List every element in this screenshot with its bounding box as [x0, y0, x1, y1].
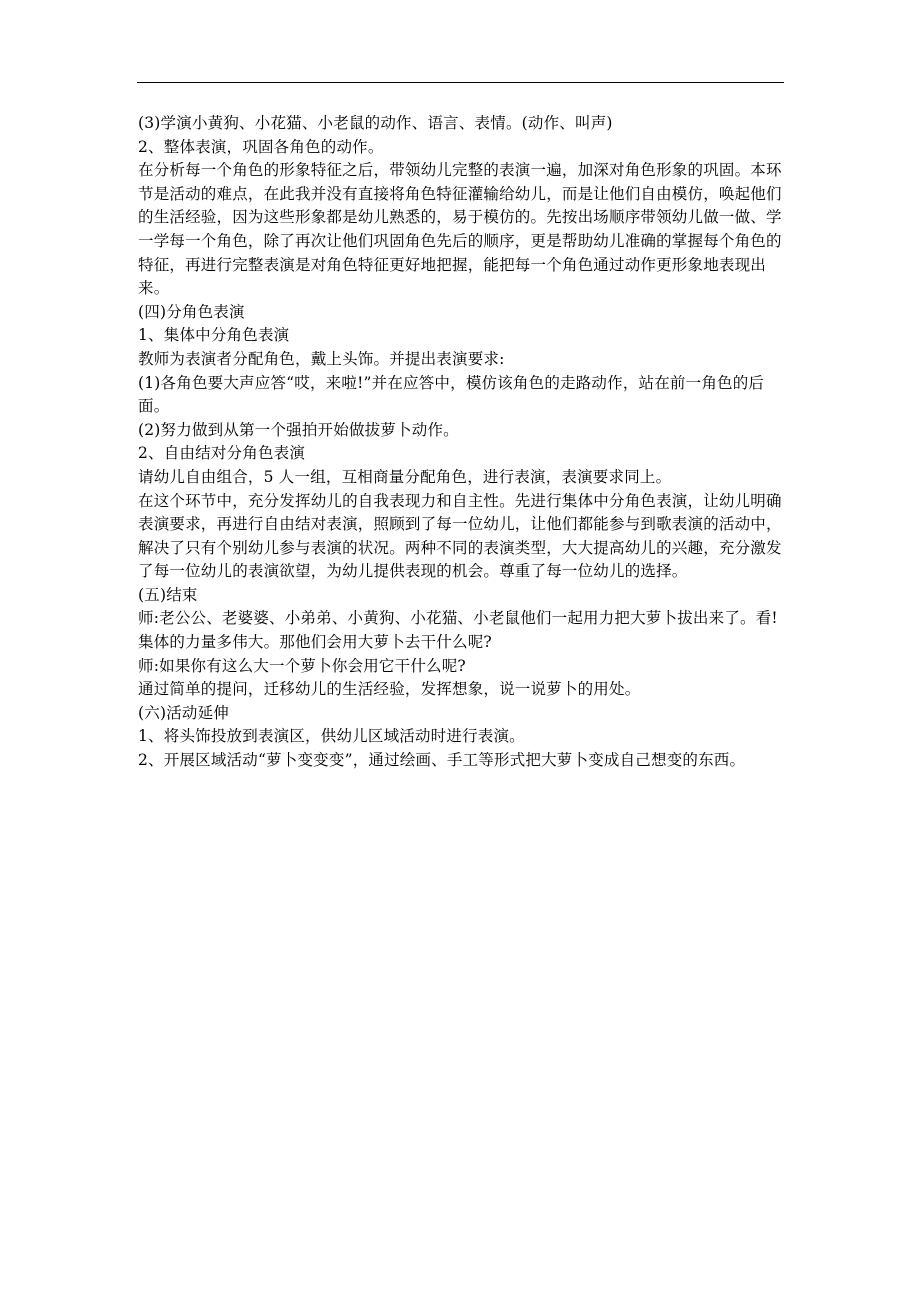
section-heading-ending: (五)结束 [138, 585, 198, 604]
paragraph-extension-2: 2、开展区域活动“萝卜变变变”，通过绘画、手工等形式把大萝卜变成自己想变的东西。 [138, 751, 746, 770]
paragraph-step-3-imitation: (3)学演小黄狗、小花猫、小老鼠的动作、语言、表情。(动作、叫声) [138, 114, 613, 132]
paragraph-free-pairing-heading: 2、自由结对分角色表演 [138, 444, 306, 463]
header-divider [137, 82, 784, 83]
paragraph-free-grouping: 请幼儿自由组合，5 人一组，互相商量分配角色，进行表演，表演要求同上。 [138, 467, 672, 486]
paragraph-teacher-line-1: 师:老公公、老婆婆、小弟弟、小黄狗、小花猫、小老鼠他们一起用力把大萝卜拔出来了。看!集体的力量多伟大。那他们会用大萝卜去干什么呢? [138, 609, 778, 652]
section-heading-extension: (六)活动延伸 [138, 703, 229, 722]
paragraph-teacher-line-2: 师:如果你有这么大一个萝卜你会用它干什么呢? [138, 656, 466, 675]
paragraph-requirement-2: (2)努力做到从第一个强拍开始做拔萝卜动作。 [138, 420, 459, 439]
paragraph-group-role-play-heading: 1、集体中分角色表演 [138, 326, 290, 345]
paragraph-ending-analysis: 通过简单的提问，迁移幼儿的生活经验，发挥想象，说一说萝卜的用处。 [138, 680, 641, 699]
paragraph-whole-performance-analysis: 在分析每一个角色的形象特征之后，带领幼儿完整的表演一遍，加深对角色形象的巩固。本环节是活动的难点，在此我并没有直接将角色特征灌输给幼儿，而是让他们自由模仿，唤起他们的生活经验，因为这些形象都是幼儿熟悉的，易于模仿的。先按出场顺序带领幼儿做一做、学一学每一个角色，除了再次让他们巩固角色先后的顺序，更是帮助幼儿准确的掌握每个角色的特征，再进行完整表演是对角色特征更好地把握，能把每一个角色通过动作更形象地表现出来。 [138, 161, 782, 298]
document-body [138, 112, 788, 773]
paragraph-extension-1: 1、将头饰投放到表演区，供幼儿区域活动时进行表演。 [138, 727, 525, 746]
paragraph-whole-performance-heading: 2、整体表演，巩固各角色的动作。 [138, 137, 384, 156]
paragraph-role-play-analysis: 在这个环节中，充分发挥幼儿的自我表现力和自主性。先进行集体中分角色表演，让幼儿明确表演要求，再进行自由结对表演，照顾到了每一位幼儿，让他们都能参与到歌表演的活动中，解决了只有个别幼儿参与表演的状况。两种不同的表演类型，大大提高幼儿的兴趣，充分激发了每一位幼儿的表演欲望，为幼儿提供表现的机会。尊重了每一位幼儿的选择。 [138, 491, 782, 581]
paragraph-requirement-1: (1)各角色要大声应答“哎，来啦!”并在应答中，模仿该角色的走路动作，站在前一角色的后面。 [138, 373, 765, 416]
section-heading-role-play: (四)分角色表演 [138, 302, 245, 321]
paragraph-teacher-assigns-roles: 教师为表演者分配角色，戴上头饰。并提出表演要求: [138, 349, 505, 368]
